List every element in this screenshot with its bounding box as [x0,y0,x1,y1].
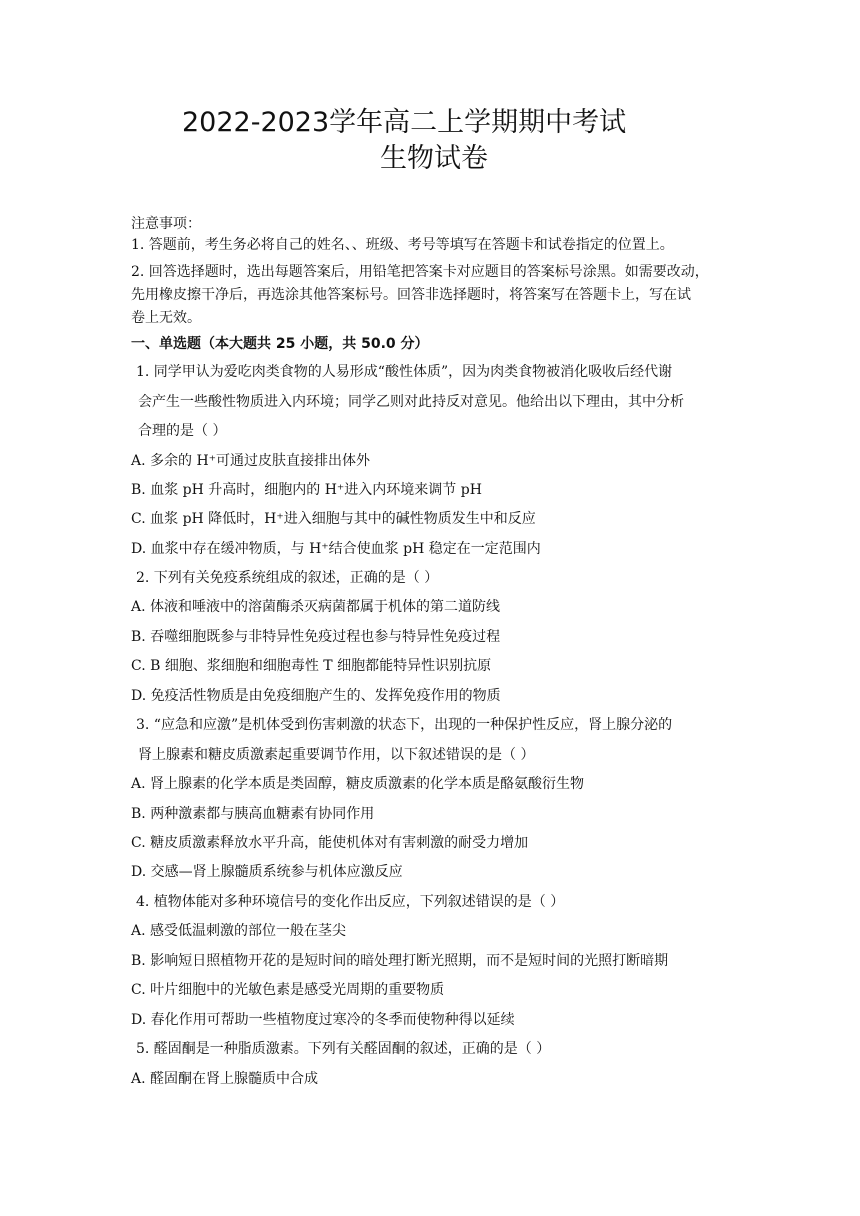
exam-subject-title: 生物试卷 [380,143,488,174]
question-3-option-a: A. 肾上腺素的化学本质是类固醇，糖皮质激素的化学本质是酪氨酸衍生物 [131,776,585,792]
question-4-option-a: A. 感受低温刺激的部位一般在茎尖 [131,923,347,939]
question-1-line-1: 1. 同学甲认为爱吃肉类食物的人易形成“酸性体质”，因为肉类食物被消化吸收后经代谢 [136,364,673,380]
question-3-option-c: C. 糖皮质激素释放水平升高，能使机体对有害刺激的耐受力增加 [131,835,529,851]
question-1-line-3: 合理的是（ ） [138,423,227,439]
notice-item-2-line-2: 先用橡皮擦干净后，再选涂其他答案标号。回答非选择题时，将答案写在答题卡上，写在试 [131,287,691,303]
question-2-option-d: D. 免疫活性物质是由免疫细胞产生的、发挥免疫作用的物质 [131,688,501,704]
question-3-line-1: 3. “应急和应激”是机体受到伤害刺激的状态下，出现的一种保护性反应，肾上腺分泌的 [136,717,673,733]
question-4-option-c: C. 叶片细胞中的光敏色素是感受光周期的重要物质 [131,982,445,998]
notice-item-1: 1. 答题前，考生务必将自己的姓名、、班级、考号等填写在答题卡和试卷指定的位置上。 [131,237,674,253]
question-5-line-1: 5. 醛固酮是一种脂质激素。下列有关醛固酮的叙述，正确的是（ ） [136,1041,551,1057]
question-2-line-1: 2. 下列有关免疫系统组成的叙述，正确的是（ ） [136,570,439,586]
notice-heading: 注意事项： [131,216,201,232]
question-2-option-a: A. 体液和唾液中的溶菌酶杀灭病菌都属于机体的第二道防线 [131,599,501,615]
section-heading: 一、单选题（本大题共 25 小题，共 50.0 分） [131,336,429,352]
question-1-option-c: C. 血浆 pH 降低时，H⁺进入细胞与其中的碱性物质发生中和反应 [131,511,536,527]
notice-item-2-line-1: 2. 回答选择题时，选出每题答案后，用铅笔把答案卡对应题目的答案标号涂黑。如需要改动， [131,264,709,280]
question-1-line-2: 会产生一些酸性物质进入内环境；同学乙则对此持反对意见。他给出以下理由，其中分析 [138,394,684,410]
question-1-option-a: A. 多余的 H⁺可通过皮肤直接排出体外 [131,453,371,469]
question-3-line-2: 肾上腺素和糖皮质激素起重要调节作用，以下叙述错误的是（ ） [138,747,535,763]
question-1-option-b: B. 血浆 pH 升高时，细胞内的 H⁺进入内环境来调节 pH [131,482,482,498]
question-3-option-b: B. 两种激素都与胰高血糖素有协同作用 [131,806,375,822]
question-3-option-d: D. 交感—肾上腺髓质系统参与机体应激反应 [131,864,403,880]
question-4-option-d: D. 春化作用可帮助一些植物度过寒冷的冬季而使物种得以延续 [131,1012,515,1028]
question-2-option-c: C. B 细胞、浆细胞和细胞毒性 T 细胞都能特异性识别抗原 [131,658,492,674]
question-4-option-b: B. 影响短日照植物开花的是短时间的暗处理打断光照期，而不是短时间的光照打断暗期 [131,953,669,969]
exam-title: 2022-2023学年高二上学期期中考试 [182,107,627,138]
question-2-option-b: B. 吞噬细胞既参与非特异性免疫过程也参与特异性免疫过程 [131,629,501,645]
question-4-line-1: 4. 植物体能对多种环境信号的变化作出反应，下列叙述错误的是（ ） [136,894,565,910]
question-1-option-d: D. 血浆中存在缓冲物质，与 H⁺结合使血浆 pH 稳定在一定范围内 [131,541,541,557]
question-5-option-a: A. 醛固酮在肾上腺髓质中合成 [131,1071,319,1087]
notice-item-2-line-3: 卷上无效。 [131,310,201,326]
